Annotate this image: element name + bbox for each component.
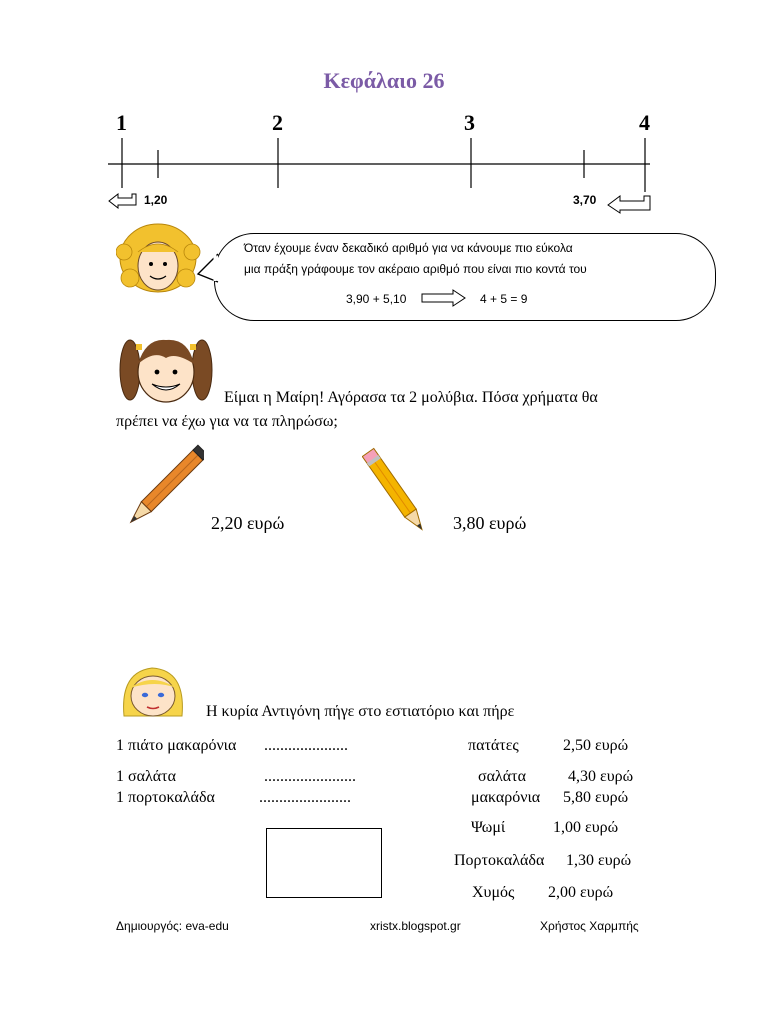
marker-right-label: 3,70 <box>573 193 597 207</box>
pencil-orange-icon <box>124 444 204 534</box>
tip-example-right: 4 + 5 = 9 <box>480 292 528 306</box>
curly-girl-avatar <box>116 222 202 298</box>
menu-name-3: μακαρόνια <box>471 789 541 806</box>
pigtails-girl-avatar <box>116 330 216 408</box>
page-title: Κεφάλαιο 26 <box>323 68 445 93</box>
arrow-left-icon <box>108 193 140 209</box>
tick-label-3: 3 <box>464 110 475 135</box>
tip-example-left: 3,90 + 5,10 <box>346 292 407 306</box>
order-dots-2: ....................... <box>264 768 356 785</box>
order-item-2: 1 σαλάτα <box>116 768 176 785</box>
maria-line-1: Είμαι η Μαίρη! Αγόρασα τα 2 μολύβια. Πόσα χρήματα θα <box>224 389 598 406</box>
antigoni-intro: Η κυρία Αντιγόνη πήγε στο εστιατόριο και πήρε <box>206 703 515 720</box>
menu-name-6: Χυμός <box>472 884 515 901</box>
order-dots-3: ....................... <box>259 789 351 806</box>
tip-line-1: Όταν έχουμε έναν δεκαδικό αριθμό για να κάνουμε πιο εύκολα <box>244 241 573 255</box>
menu-name-2: σαλάτα <box>478 768 526 785</box>
answer-box[interactable] <box>266 828 382 898</box>
footer-site: xristx.blogspot.gr <box>370 919 461 933</box>
arrow-right-icon <box>606 194 652 214</box>
menu-price-4: 1,00 ευρώ <box>553 819 619 836</box>
menu-price-6: 2,00 ευρώ <box>548 884 614 901</box>
tick-label-1: 1 <box>116 110 127 135</box>
bubble-tail <box>196 252 220 286</box>
order-item-3: 1 πορτοκαλάδα <box>116 789 215 806</box>
menu-price-3: 5,80 ευρώ <box>563 789 629 806</box>
menu-price-1: 2,50 ευρώ <box>563 737 629 754</box>
menu-price-5: 1,30 ευρώ <box>566 852 632 869</box>
order-dots-1: ..................... <box>264 737 348 754</box>
menu-price-2: 4,30 ευρώ <box>568 768 634 785</box>
menu-name-1: πατάτες <box>468 737 519 754</box>
pencil-2-price: 3,80 ευρώ <box>453 513 527 533</box>
tip-line-2: μια πράξη γράφουμε τον ακέραιο αριθμό που είναι πιο κοντά του <box>244 262 587 276</box>
marker-left-label: 1,20 <box>144 193 168 207</box>
maria-line-2: πρέπει να έχω για να τα πληρώσω; <box>116 413 338 430</box>
tick-label-4: 4 <box>639 110 650 135</box>
menu-name-4: Ψωμί <box>471 819 506 836</box>
order-item-1: 1 πιάτο μακαρόνια <box>116 737 237 754</box>
pencil-1-price: 2,20 ευρώ <box>211 513 285 533</box>
footer-creator: Δημιουργός: eva-edu <box>116 919 229 933</box>
menu-name-5: Πορτοκαλάδα <box>454 852 545 869</box>
arrow-example-icon <box>421 289 467 307</box>
pencil-yellow-icon <box>362 446 428 536</box>
footer-author: Χρήστος Χαρμπής <box>540 919 639 933</box>
blonde-girl-avatar <box>116 662 190 718</box>
tick-label-2: 2 <box>272 110 283 135</box>
